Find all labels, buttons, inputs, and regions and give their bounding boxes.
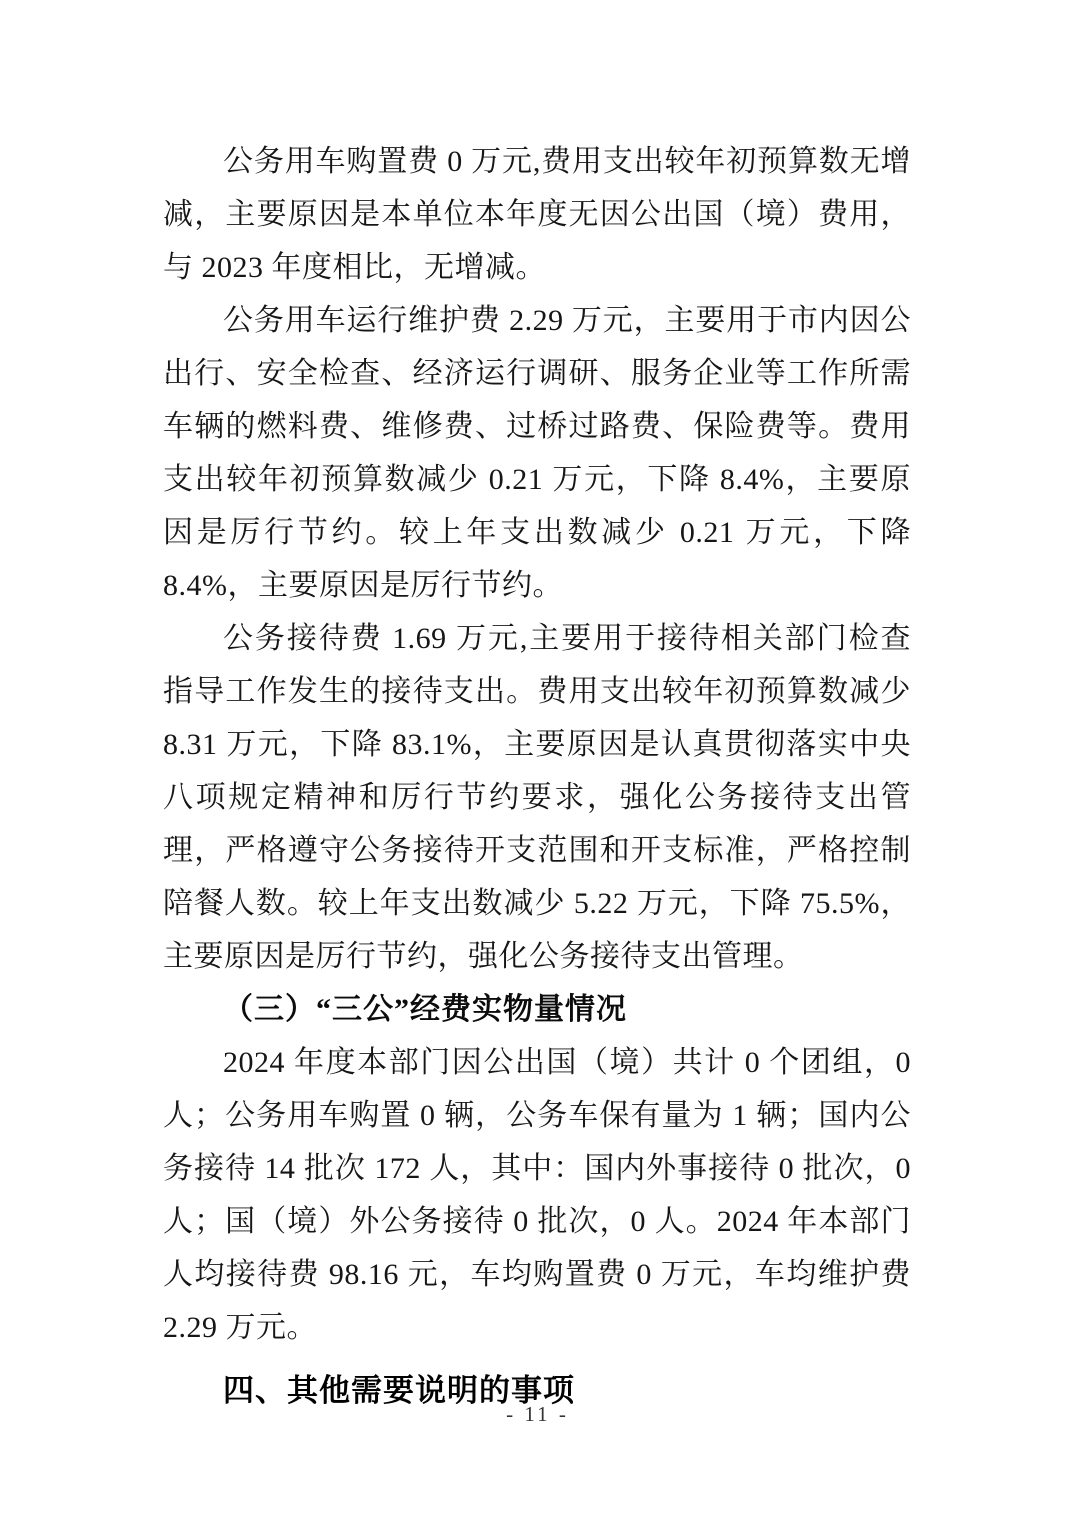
document-body [163, 135, 911, 1417]
paragraph-vehicle-purchase-fee: 公务用车购置费 0 万元,费用支出较年初预算数无增减，主要原因是本单位本年度无因公出国（境）费用，与 2023 年度相比，无增减。 [163, 145, 911, 284]
paragraph-quantities-detail: 2024 年度本部门因公出国（境）共计 0 个团组，0 人；公务用车购置 0 辆，公务车保有量为 1 辆；国内公务接待 14 批次 172 人，其中：国内外事接待 0 批次，0 人；国（境）外公务接待 0 批次，0 人。2024 年本部门人均接待费 98.16 元，车均购置费 0 万元，车均维护费 2.29 万元。 [163, 1046, 911, 1344]
paragraph-vehicle-maintenance-fee: 公务用车运行维护费 2.29 万元，主要用于市内因公出行、安全检查、经济运行调研、服务企业等工作所需车辆的燃料费、维修费、过桥过路费、保险费等。费用支出较年初预算数减少 0.21 万元，下降 8.4%，主要原因是厉行节约。较上年支出数减少 0.21 万元，下降 8.4%，主要原因是厉行节约。 [163, 304, 911, 602]
section-heading-three-public-funds-quantities: （三）“三公”经费实物量情况 [223, 993, 627, 1026]
page-number: - 11 - [506, 1402, 569, 1426]
paragraph-official-reception-fee: 公务接待费 1.69 万元,主要用于接待相关部门检查指导工作发生的接待支出。费用支出较年初预算数减少 8.31 万元，下降 83.1%，主要原因是认真贯彻落实中央八项规定精神和厉行节约要求，强化公务接待支出管理，严格遵守公务接待开支范围和开支标准，严格控制陪餐人数。较上年支出数减少 5.22 万元，下降 75.5%，主要原因是厉行节约，强化公务接待支出管理。 [163, 622, 911, 973]
section-heading-other-matters: 四、其他需要说明的事项 [223, 1373, 575, 1408]
